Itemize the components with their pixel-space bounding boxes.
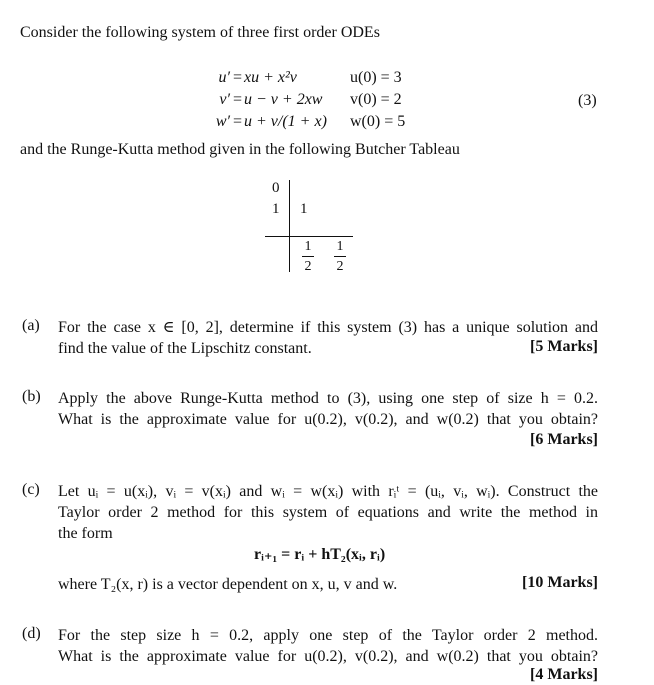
part-label: (d)	[22, 625, 41, 642]
equation-lhs: u′	[218, 69, 230, 86]
taylor-formula: rᵢ₊₁ = rᵢ + hT₂(xᵢ, rᵢ)	[254, 546, 386, 563]
tableau-vertical-rule	[289, 180, 290, 272]
marks-badge: [6 Marks]	[530, 431, 598, 448]
initial-condition: v(0) = 2	[350, 91, 402, 108]
runge-kutta-intro: and the Runge-Kutta method given in the following Butcher Tableau	[20, 141, 460, 158]
equation-row	[0, 91, 654, 113]
fraction-denominator: 2	[336, 259, 344, 274]
part-text-line: What is the approximate value for u(0.2), v(0.2), and w(0.2) that you obtain?	[58, 411, 598, 428]
equals-sign: =	[233, 69, 243, 86]
tableau-horizontal-rule	[265, 236, 353, 237]
marks-badge: [4 Marks]	[530, 666, 598, 683]
tableau-b1-fraction	[301, 239, 315, 274]
equation-rhs: u + v/(1 + x)	[244, 113, 327, 130]
equation-row	[0, 69, 654, 91]
fraction-bar	[334, 256, 346, 257]
fraction-bar	[302, 256, 314, 257]
part-text-line: For the step size h = 0.2, apply one step of the Taylor order 2 method.	[58, 627, 598, 644]
part-label: (a)	[22, 317, 40, 334]
intro-text: Consider the following system of three first order ODEs	[20, 24, 380, 41]
equation-number: (3)	[578, 92, 597, 109]
part-label: (b)	[22, 388, 41, 405]
equals-sign: =	[233, 91, 243, 108]
equation-rhs: xu + x²v	[244, 69, 297, 86]
part-text-line: For the case x ∈ [0, 2], determine if this system (3) has a unique solution and	[58, 319, 598, 336]
part-label: (c)	[22, 481, 40, 498]
fraction-denominator: 2	[304, 259, 312, 274]
fraction-numerator: 1	[336, 239, 344, 254]
equation-rhs: u − v + 2xw	[244, 91, 323, 108]
part-text-line: find the value of the Lipschitz constant.	[58, 340, 312, 357]
equation-lhs: v′	[219, 91, 230, 108]
fraction-numerator: 1	[304, 239, 312, 254]
part-text-line: Taylor order 2 method for this system of equations and write the method in	[58, 504, 598, 521]
initial-condition: w(0) = 5	[350, 113, 406, 130]
tableau-c2: 1	[272, 201, 280, 217]
part-text-line: Apply the above Runge-Kutta method to (3), using one step of size h = 0.2.	[58, 390, 598, 407]
tableau-c1: 0	[272, 180, 280, 196]
tableau-b2-fraction	[333, 239, 347, 274]
part-text-line: Let uᵢ = u(xᵢ), vᵢ = v(xᵢ) and wᵢ = w(xᵢ) with rᵢᵗ = (uᵢ, vᵢ, wᵢ). Construct the	[58, 483, 598, 500]
part-text-line: What is the approximate value for u(0.2), v(0.2), and w(0.2) that you obtain?	[58, 648, 598, 665]
equals-sign: =	[233, 113, 243, 130]
part-text-line: where T₂(x, r) is a vector dependent on x, u, v and w.	[58, 576, 398, 593]
marks-badge: [10 Marks]	[522, 574, 598, 591]
equation-lhs: w′	[215, 113, 230, 130]
tableau-a21: 1	[300, 201, 308, 217]
initial-condition: u(0) = 3	[350, 69, 402, 86]
marks-badge: [5 Marks]	[530, 338, 598, 355]
part-text-line: the form	[58, 525, 113, 542]
equation-row	[0, 113, 654, 135]
